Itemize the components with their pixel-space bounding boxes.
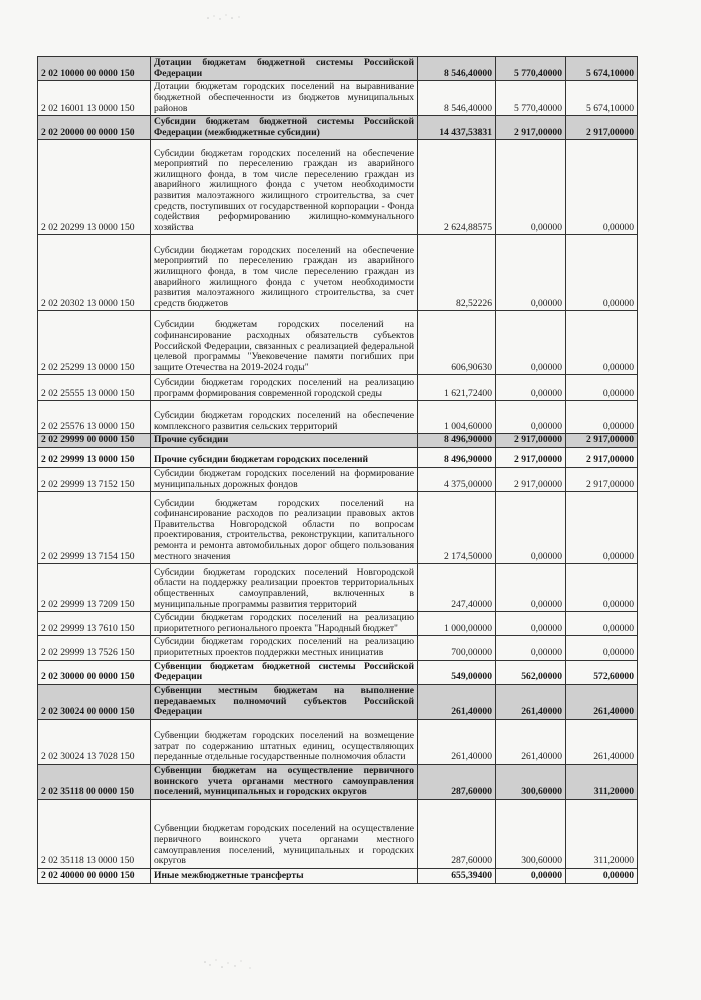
row-value-3: 0,00000 [566, 492, 638, 564]
table-body [38, 57, 638, 884]
row-value-3: 0,00000 [566, 311, 638, 375]
table-row [38, 401, 638, 434]
row-value-2: 261,40000 [496, 719, 566, 764]
row-value-3: 0,00000 [566, 612, 638, 636]
row-value-3: 2 917,00000 [566, 447, 638, 467]
row-code: 2 02 29999 13 0000 150 [38, 447, 151, 467]
table-row [38, 57, 638, 81]
row-name: Субвенции местным бюджетам на выполнение передаваемых полномочий субъектов Российской Федерации [151, 684, 418, 719]
row-value-3: 5 674,10000 [566, 57, 638, 81]
table-row [38, 235, 638, 311]
row-value-1: 2 624,88575 [418, 140, 496, 235]
row-value-2: 0,00000 [496, 401, 566, 434]
row-value-1: 287,60000 [418, 764, 496, 799]
row-name: Субсидии бюджетам бюджетной системы Российской Федерации (межбюджетные субсидии) [151, 116, 418, 140]
row-name: Субсидии бюджетам городских поселений на обеспечение комплексного развития сельских территорий [151, 401, 418, 434]
table-row [38, 636, 638, 660]
row-value-3: 2 917,00000 [566, 467, 638, 491]
row-name: Субвенции бюджетам на осуществление первичного воинского учета органами местного самоуправления поселений, муниципальных и городских округов [151, 764, 418, 799]
table-row [38, 434, 638, 448]
table-row [38, 660, 638, 684]
row-name: Субсидии бюджетам городских поселений на софинансирование расходов по реализации правовых актов Правительства Новгородской области по вопросам проектирования, строительства, реконструкции, капитального ремонта и ремонта автомобильных дорог общего пользования местного значения [151, 492, 418, 564]
row-value-3: 0,00000 [566, 564, 638, 612]
row-value-2: 0,00000 [496, 492, 566, 564]
row-value-1: 655,39400 [418, 868, 496, 883]
row-value-2: 300,60000 [496, 764, 566, 799]
table-row [38, 311, 638, 375]
revenue-table [37, 56, 638, 884]
row-code: 2 02 35118 13 0000 150 [38, 799, 151, 868]
row-value-2: 5 770,40000 [496, 57, 566, 81]
row-value-1: 287,60000 [418, 799, 496, 868]
table-row [38, 684, 638, 719]
row-code: 2 02 29999 13 7209 150 [38, 564, 151, 612]
row-code: 2 02 16001 13 0000 150 [38, 81, 151, 116]
row-code: 2 02 35118 00 0000 150 [38, 764, 151, 799]
row-value-3: 311,20000 [566, 799, 638, 868]
row-value-2: 0,00000 [496, 564, 566, 612]
row-value-2: 0,00000 [496, 311, 566, 375]
row-code: 2 02 10000 00 0000 150 [38, 57, 151, 81]
table-row [38, 81, 638, 116]
row-value-1: 606,90630 [418, 311, 496, 375]
row-value-3: 261,40000 [566, 719, 638, 764]
row-value-3: 0,00000 [566, 868, 638, 883]
table-row [38, 564, 638, 612]
table-row [38, 140, 638, 235]
row-value-1: 8 496,90000 [418, 447, 496, 467]
row-name: Субсидии бюджетам городских поселений на реализацию приоритетного регионального проекта "Народный бюджет" [151, 612, 418, 636]
table-row [38, 799, 638, 868]
row-value-1: 1 004,60000 [418, 401, 496, 434]
row-code: 2 02 25576 13 0000 150 [38, 401, 151, 434]
row-name: Иные межбюджетные трансферты [151, 868, 418, 883]
table-row [38, 764, 638, 799]
row-name: Субсидии бюджетам городских поселений на обеспечение мероприятий по переселению граждан из аварийного жилищного фонда, в том числе переселению граждан из аварийного жилищного фонда с учетом необходимости развития малоэтажного жилищного строительства, за счет средств, поступивших от государственной корпорации - Фонда содействия реформированию жилищно-коммунального хозяйства [151, 140, 418, 235]
row-value-1: 2 174,50000 [418, 492, 496, 564]
table-row [38, 612, 638, 636]
row-value-1: 1 621,72400 [418, 375, 496, 401]
row-name: Субвенции бюджетам бюджетной системы Российской Федерации [151, 660, 418, 684]
row-name: Прочие субсидии бюджетам городских поселений [151, 447, 418, 467]
row-value-1: 700,00000 [418, 636, 496, 660]
row-value-3: 0,00000 [566, 401, 638, 434]
row-value-1: 1 000,00000 [418, 612, 496, 636]
row-value-1: 8 496,90000 [418, 434, 496, 448]
table-row [38, 447, 638, 467]
row-value-1: 8 546,40000 [418, 57, 496, 81]
row-value-2: 0,00000 [496, 235, 566, 311]
row-value-2: 2 917,00000 [496, 447, 566, 467]
row-name: Субвенции бюджетам городских поселений на осуществление первичного воинского учета органами местного самоуправления поселений, муниципальных и городских округов [151, 799, 418, 868]
row-code: 2 02 40000 00 0000 150 [38, 868, 151, 883]
row-value-2: 0,00000 [496, 612, 566, 636]
row-value-3: 311,20000 [566, 764, 638, 799]
row-code: 2 02 25555 13 0000 150 [38, 375, 151, 401]
table-row [38, 375, 638, 401]
row-name: Субсидии бюджетам городских поселений на формирование муниципальных дорожных фондов [151, 467, 418, 491]
row-code: 2 02 30024 13 7028 150 [38, 719, 151, 764]
row-name: Дотации бюджетам городских поселений на выравнивание бюджетной обеспеченности из бюджетов муниципальных районов [151, 81, 418, 116]
row-value-3: 261,40000 [566, 684, 638, 719]
row-value-3: 572,60000 [566, 660, 638, 684]
row-value-3: 0,00000 [566, 636, 638, 660]
row-name: Субсидии бюджетам городских поселений на реализацию программ формирования современной городской среды [151, 375, 418, 401]
row-code: 2 02 29999 00 0000 150 [38, 434, 151, 448]
row-value-2: 300,60000 [496, 799, 566, 868]
row-code: 2 02 30000 00 0000 150 [38, 660, 151, 684]
row-value-2: 0,00000 [496, 636, 566, 660]
row-name: Субсидии бюджетам городских поселений на обеспечение мероприятий по переселению граждан из аварийного жилищного фонда, в том числе переселению граждан из аварийного жилищного фонда с учетом необходимости развития малоэтажного жилищного строительства, за счет средств бюджетов [151, 235, 418, 311]
row-value-2: 2 917,00000 [496, 467, 566, 491]
row-value-1: 82,52226 [418, 235, 496, 311]
row-value-1: 549,00000 [418, 660, 496, 684]
row-value-1: 247,40000 [418, 564, 496, 612]
table-row [38, 467, 638, 491]
row-value-2: 261,40000 [496, 684, 566, 719]
row-code: 2 02 20299 13 0000 150 [38, 140, 151, 235]
row-name: Субсидии бюджетам городских поселений на реализацию приоритетных проектов поддержки местных инициатив [151, 636, 418, 660]
row-code: 2 02 29999 13 7152 150 [38, 467, 151, 491]
table-row [38, 868, 638, 883]
row-code: 2 02 20000 00 0000 150 [38, 116, 151, 140]
row-code: 2 02 29999 13 7526 150 [38, 636, 151, 660]
row-value-2: 0,00000 [496, 375, 566, 401]
table-row [38, 116, 638, 140]
row-code: 2 02 30024 00 0000 150 [38, 684, 151, 719]
row-value-3: 0,00000 [566, 375, 638, 401]
row-value-1: 261,40000 [418, 684, 496, 719]
row-value-2: 2 917,00000 [496, 434, 566, 448]
row-name: Субвенции бюджетам городских поселений на возмещение затрат по содержанию штатных единиц, осуществляющих переданные отдельные государственные полномочия области [151, 719, 418, 764]
row-name: Прочие субсидии [151, 434, 418, 448]
row-value-2: 0,00000 [496, 140, 566, 235]
row-value-3: 5 674,10000 [566, 81, 638, 116]
table-row [38, 719, 638, 764]
row-code: 2 02 29999 13 7154 150 [38, 492, 151, 564]
row-value-3: 2 917,00000 [566, 116, 638, 140]
row-value-1: 8 546,40000 [418, 81, 496, 116]
row-code: 2 02 20302 13 0000 150 [38, 235, 151, 311]
row-code: 2 02 25299 13 0000 150 [38, 311, 151, 375]
row-value-3: 0,00000 [566, 140, 638, 235]
row-name: Дотации бюджетам бюджетной системы Российской Федерации [151, 57, 418, 81]
table-row [38, 492, 638, 564]
row-value-1: 4 375,00000 [418, 467, 496, 491]
row-value-2: 0,00000 [496, 868, 566, 883]
row-name: Субсидии бюджетам городских поселений Новгородской области на поддержку реализации проектов территориальных общественных самоуправлений, включенных в муниципальные программы развития территорий [151, 564, 418, 612]
row-value-2: 2 917,00000 [496, 116, 566, 140]
row-value-3: 2 917,00000 [566, 434, 638, 448]
row-value-1: 14 437,53831 [418, 116, 496, 140]
row-value-1: 261,40000 [418, 719, 496, 764]
row-code: 2 02 29999 13 7610 150 [38, 612, 151, 636]
row-value-3: 0,00000 [566, 235, 638, 311]
row-value-2: 562,00000 [496, 660, 566, 684]
row-value-2: 5 770,40000 [496, 81, 566, 116]
row-name: Субсидии бюджетам городских поселений на софинансирование расходных обязательств субъектов Российской Федерации, связанных с реализацией федеральной целевой программы "Увековечение памяти погибших при защите Отечества на 2019-2024 годы" [151, 311, 418, 375]
